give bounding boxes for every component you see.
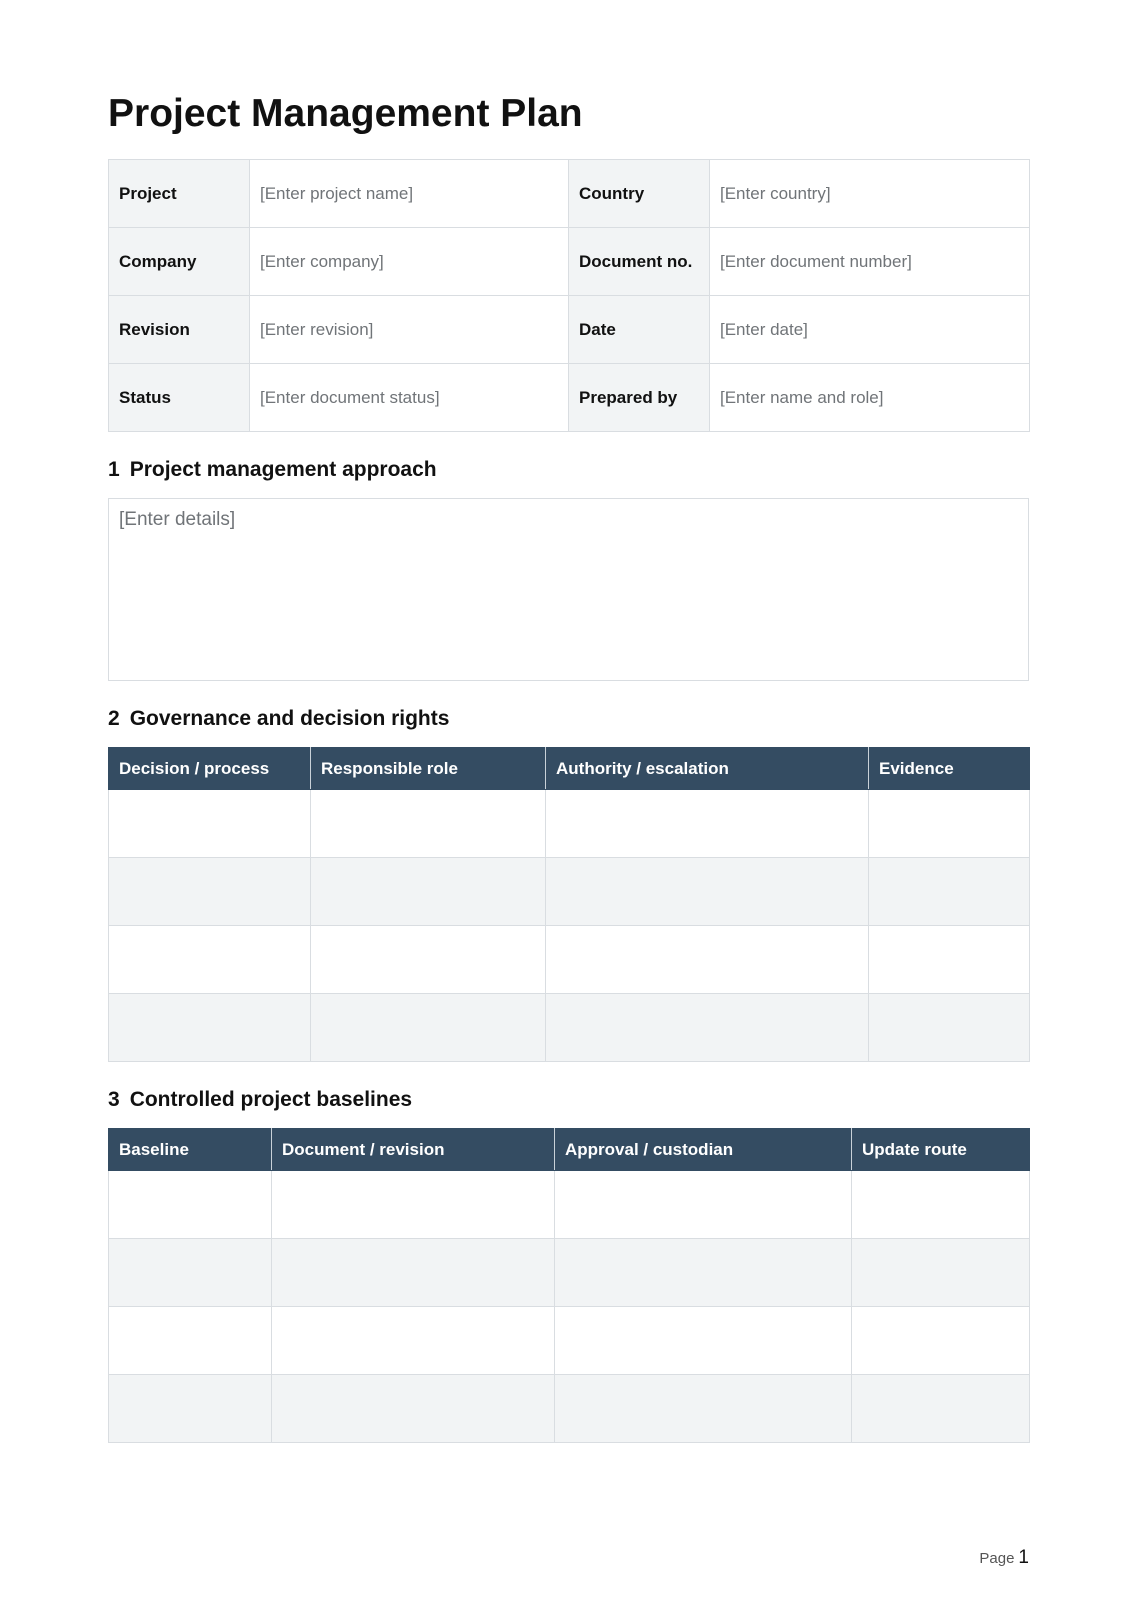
table-cell[interactable] (555, 1307, 852, 1375)
table-cell[interactable] (272, 1307, 555, 1375)
project-field[interactable]: [Enter project name] (250, 160, 569, 228)
table-cell[interactable] (546, 926, 869, 994)
column-header: Responsible role (311, 748, 546, 790)
column-header: Document / revision (272, 1129, 555, 1171)
table-cell[interactable] (109, 994, 311, 1062)
revision-label: Revision (109, 296, 250, 364)
column-header: Update route (852, 1129, 1030, 1171)
table-cell[interactable] (109, 858, 311, 926)
table-cell[interactable] (272, 1375, 555, 1443)
table-cell[interactable] (109, 790, 311, 858)
table-cell[interactable] (555, 1375, 852, 1443)
prepared-by-label: Prepared by (569, 364, 710, 432)
table-cell[interactable] (109, 1307, 272, 1375)
document-info-table (108, 159, 1030, 432)
section-2-heading (108, 705, 449, 733)
company-label: Company (109, 228, 250, 296)
project-label: Project (109, 160, 250, 228)
prepared-by-field[interactable]: [Enter name and role] (710, 364, 1030, 432)
table-cell[interactable] (555, 1239, 852, 1307)
section-title: Controlled project baselines (129, 1088, 413, 1111)
baselines-table (108, 1128, 1030, 1443)
table-cell[interactable] (272, 1171, 555, 1239)
page-title: Project Management Plan (108, 92, 583, 135)
date-field[interactable]: [Enter date] (710, 296, 1030, 364)
country-field[interactable]: [Enter country] (710, 160, 1030, 228)
table-cell[interactable] (109, 1171, 272, 1239)
column-header: Baseline (109, 1129, 272, 1171)
info-row-revision (109, 296, 1030, 364)
page-label: Page (979, 1550, 1015, 1567)
table-cell[interactable] (311, 994, 546, 1062)
table-cell[interactable] (555, 1171, 852, 1239)
table-cell[interactable] (852, 1239, 1030, 1307)
table-cell[interactable] (869, 926, 1030, 994)
table-cell[interactable] (852, 1171, 1030, 1239)
section-number: 2 (108, 707, 120, 730)
table-cell[interactable] (546, 790, 869, 858)
table-cell[interactable] (869, 858, 1030, 926)
table-cell[interactable] (869, 994, 1030, 1062)
page-footer (979, 1547, 1029, 1569)
info-row-project (109, 160, 1030, 228)
table-cell[interactable] (272, 1239, 555, 1307)
section-number: 3 (108, 1088, 120, 1111)
table-row (109, 994, 1030, 1062)
info-row-status (109, 364, 1030, 432)
column-header: Approval / custodian (555, 1129, 852, 1171)
section-number: 1 (108, 458, 120, 481)
status-field[interactable]: [Enter document status] (250, 364, 569, 432)
company-field[interactable]: [Enter company] (250, 228, 569, 296)
table-header-row (109, 1129, 1030, 1171)
table-cell[interactable] (852, 1307, 1030, 1375)
table-header-row (109, 748, 1030, 790)
section-title: Project management approach (129, 458, 437, 481)
table-cell[interactable] (546, 858, 869, 926)
table-cell[interactable] (109, 926, 311, 994)
table-cell[interactable] (311, 858, 546, 926)
table-row (109, 858, 1030, 926)
table-cell[interactable] (311, 790, 546, 858)
column-header: Authority / escalation (546, 748, 869, 790)
table-cell[interactable] (546, 994, 869, 1062)
governance-table (108, 747, 1030, 1062)
revision-field[interactable]: [Enter revision] (250, 296, 569, 364)
table-row (109, 790, 1030, 858)
table-cell[interactable] (852, 1375, 1030, 1443)
table-row (109, 1375, 1030, 1443)
column-header: Decision / process (109, 748, 311, 790)
table-cell[interactable] (869, 790, 1030, 858)
approach-details-field[interactable]: [Enter details] (108, 498, 1029, 681)
table-cell[interactable] (109, 1375, 272, 1443)
document-number-label: Document no. (569, 228, 710, 296)
section-title: Governance and decision rights (129, 707, 450, 730)
section-3-heading (108, 1086, 412, 1114)
section-1-heading (108, 456, 437, 484)
date-label: Date (569, 296, 710, 364)
column-header: Evidence (869, 748, 1030, 790)
table-row (109, 1239, 1030, 1307)
table-cell[interactable] (311, 926, 546, 994)
status-label: Status (109, 364, 250, 432)
table-row (109, 1171, 1030, 1239)
document-number-field[interactable]: [Enter document number] (710, 228, 1030, 296)
table-row (109, 1307, 1030, 1375)
table-row (109, 926, 1030, 994)
page-number: 1 (1018, 1547, 1029, 1568)
info-row-company (109, 228, 1030, 296)
table-cell[interactable] (109, 1239, 272, 1307)
country-label: Country (569, 160, 710, 228)
